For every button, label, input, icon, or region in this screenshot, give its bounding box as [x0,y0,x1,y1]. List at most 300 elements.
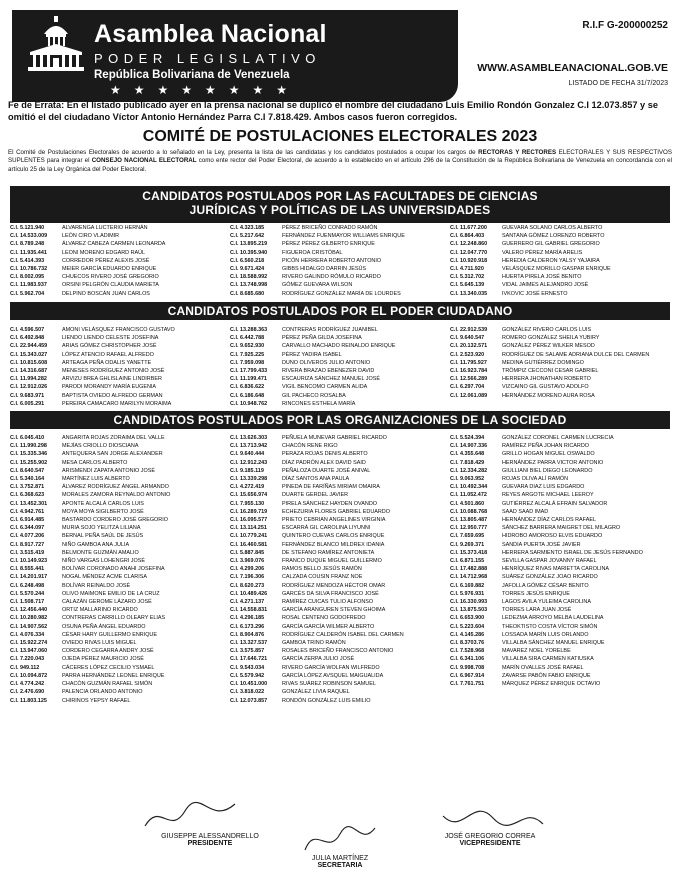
candidate-id: C.I. 5.645.139 [450,282,485,289]
candidate-id: C.I. 7.659.695 [450,533,485,540]
candidate-row [230,623,450,631]
candidate-name: ARTEAGA PEÑA ODALIS YANETTE [62,359,152,366]
candidate-id: C.I. 15.373.418 [450,549,488,556]
candidate-row [10,614,230,622]
candidate-id: C.I. 11.935.441 [10,249,47,256]
candidate-name: RIVERA BRAZAO EBENEZER DAVID [282,368,375,375]
candidate-id: C.I. 10.948.762 [230,400,268,407]
candidate-id: C.I. 22.944.459 [10,343,48,350]
candidate-name: ROMERO GONZÁLEZ SHEILA YUBIRY [502,335,600,342]
candidate-row [450,265,670,273]
candidate-name: CALAZÁN GEROME LÁZARO JOSÉ [62,599,152,606]
candidate-name: PALENCIA ORLANDO ANTONIO [62,689,143,696]
candidate-name: CONTRERAS CARRILLO OLEARY ELIAS [62,615,166,622]
candidate-row [230,614,450,622]
candidate-name: PICÓN HERRERA ROBERTO ANTONIO [282,257,382,264]
signature-vicepresidente: JOSÉ GREGORIO CORREA VICEPRESIDENTE [444,833,536,847]
candidate-row [450,623,670,631]
candidate-name: ROSAL CENTENO GODOFREDO [282,615,366,622]
candidate-row [450,450,670,458]
candidate-name: PRIETO CEBRIAN ANGELINES VIRGINIA [282,517,386,524]
candidate-row [10,639,230,647]
candidate-row [450,524,670,532]
candidate-id: C.I. 2.476.690 [10,689,45,696]
candidate-id: C.I. 1.508.717 [10,599,45,606]
candidate-row [10,442,230,450]
candidate-id: C.I. 16.095.577 [230,517,268,524]
candidate-id: C.I. 4.077.206 [10,533,45,540]
candidate-row [10,664,230,672]
candidate-row [230,483,450,491]
candidate-id: C.I. 4.711.920 [450,266,484,273]
candidate-name: IVKOVIC JOSÉ ERNESTO [502,290,568,297]
candidate-row [230,351,450,359]
candidate-name: PÉREZ YADIRA ISABEL [282,351,342,358]
section-title-universidades: CANDIDATOS POSTULADOS POR LAS FACULTADES DE CIENCIAS JURÍDICAS Y POLÍTICAS DE LAS UNIVERSIDADES [10,186,670,223]
candidate-name: ALVARENGA LUCTERIO HERNÁN [62,225,148,231]
candidate-name: GONZÁLEZ PÉREZ WILKER MESOD [502,343,595,350]
candidate-row [450,224,670,232]
candidate-id: C.I. 12.334.282 [450,467,488,474]
candidate-row [230,672,450,680]
candidate-row [230,516,450,524]
candidate-id: C.I. 6.871.155 [450,558,485,565]
candidate-name: BELMONTE GUZMÁN AMALIO [62,549,139,556]
candidate-row [450,342,670,350]
candidate-id: C.I. 8.620.273 [230,582,265,589]
candidate-column [230,434,450,705]
candidate-name: RINCONES ESTHELA MARÍA [282,400,356,407]
candidate-id: C.I. 12.047.770 [450,249,488,256]
candidate-row [10,367,230,375]
intro-paragraph: El Comité de Postulaciones Electorales de acuerdo a lo señalado en la Ley, presenta la lista de las candidatas y los candidatos postulados a ocupar los cargos de RECTORAS Y RECTORES ELECTORALES Y SUS RESPECTIVOS SUPLENTES para integrar el CONSEJO NACIONAL ELECTORAL como ente rector del Poder Electoral, de acuerdo a lo establecido en el artículo 296 de la Constitución de la República Bolivariana de Venezuela en concordancia con el artículo 25 de la Ley Orgánica del Poder Electoral. [8,149,672,173]
candidate-id: C.I. 13.340.035 [450,290,488,297]
candidate-id: C.I. 10.149.923 [10,558,48,565]
candidate-id: C.I. 16.330.993 [450,599,488,606]
candidate-row [230,442,450,450]
candidate-name: ROJAS OLIVA ALÍ RAMÓN [502,476,569,483]
candidate-name: VALERO PÉREZ MARÍA ARELIS [502,249,583,256]
candidate-row [230,557,450,565]
candidate-name: MEJÍAS CRIOLLO DIOSCIANA [62,443,139,450]
candidate-id: C.I. 13.947.060 [10,648,48,655]
candidate-id: C.I. 13.452.301 [10,500,48,507]
candidate-id: C.I. 17.482.888 [450,566,488,573]
candidate-row [450,383,670,391]
candidate-name: MURIA SOJO YELITZA LILIANA [62,525,141,532]
candidate-id: C.I. 12.950.777 [450,525,488,532]
candidate-id: C.I. 5.414.393 [10,257,45,264]
candidate-id: C.I. 10.088.768 [450,508,488,515]
candidate-name: ROSALES BRICEÑO FRANCISCO ANTONIO [282,648,394,655]
candidate-id: C.I. 5.579.942 [230,672,265,679]
candidate-row [10,224,230,232]
candidate-name: ORTIZ MALLARINO RICARDO [62,607,138,614]
candidate-id: C.I. 4.596.507 [10,327,45,333]
candidate-row [230,598,450,606]
candidate-row [230,565,450,573]
candidate-id: C.I. 9.671.424 [230,266,265,273]
candidate-column [450,326,670,408]
candidate-row [10,565,230,573]
candidate-id: C.I. 6.344.097 [10,525,45,532]
candidate-id: C.I. 10.489.426 [230,590,268,597]
candidate-row [230,224,450,232]
candidate-name: TORRES JESÚS ENRIQUE [502,590,570,597]
candidate-row [10,351,230,359]
candidate-name: REYES ARGOTE MICHAEL LEEROY [502,492,594,499]
star-row: ★★★★★★★★ [110,83,301,97]
candidate-name: CARVALLO MACHADO REINALDO ENRIQUE [282,343,396,350]
candidate-id: C.I. 17.646.721 [230,656,268,663]
candidate-id: C.I. 13.114.251 [230,525,267,532]
candidate-id: C.I. 8.789.248 [10,241,45,248]
candidate-name: HERNÁNDEZ MORENO AURA ROSA [502,392,595,399]
candidate-name: VIGIL BENCOMO CARMEN ALIDA [282,384,368,391]
candidate-name: RODRÍGUEZ MENDOZA HÉCTOR OMAR [282,582,386,589]
candidate-column [10,224,230,298]
candidate-row [450,359,670,367]
candidate-name: GIL PACHECO ROSALBA [282,392,346,399]
candidate-name: CHUECOS RIVERO JOSÉ GREGORIO [62,274,159,281]
candidate-row [230,532,450,540]
candidate-name: MARÍN OVALLES JOSÉ RAFAEL [502,664,584,671]
candidate-row [450,483,670,491]
rif-number: R.I.F G-200000252 [582,20,668,31]
candidate-name: GUEVARA DIAZ LUIS EDGARDO [502,484,585,491]
candidate-id: C.I. 15.343.027 [10,351,48,358]
candidate-id: C.I. 8.640.547 [10,467,45,474]
candidate-row [450,680,670,688]
candidate-name: PARODI MORANDY MARÍA EUGENIA [62,384,157,391]
candidate-id: C.I. 7.925.225 [230,351,265,358]
candidate-name: OVIEDO RIVAS LUIS MIGUEL [62,640,137,647]
candidate-row [10,598,230,606]
candidate-id: C.I. 6.341.106 [450,656,485,663]
candidate-row [230,240,450,248]
candidate-name: DÍAZ SANTOS ANA PAULA [282,476,350,483]
candidate-id: C.I. 16.289.719 [230,508,268,515]
candidate-id: C.I. 6.442.788 [230,335,265,342]
candidate-name: GIULLIANI BIEL DIEGO LEONARDO [502,467,593,474]
candidate-id: C.I. 12.061.089 [450,392,488,399]
candidate-row [230,281,450,289]
candidate-row [230,606,450,614]
candidate-id: C.I. 11.677.200 [450,225,487,231]
candidate-id: C.I. 17.799.433 [230,368,268,375]
candidate-name: HEREDIA CALDERON YALSY YAJAIRA [502,257,600,264]
candidate-column [10,326,230,408]
candidate-name: HERRERA SARMIENTO ISRAEL DE JESÚS FERNANDO [502,549,643,556]
candidate-name: RIVERO GARCÍA WOLFAN WILFREDO [282,664,380,671]
candidate-id: C.I. 4.296.185 [230,615,265,622]
candidate-id: C.I. 11.994.282 [10,376,47,383]
candidate-row [230,290,450,298]
candidate-row [230,688,450,696]
candidate-name: THEOKTISTO COSTA VÍCTOR SIMÓN [502,623,598,630]
candidate-row [230,508,450,516]
section-list-universidades [10,224,670,298]
candidate-name: CÁCERES LÓPEZ CECILIO YSMAEL [62,664,155,671]
candidate-name: RAMOS BELLO JESÚS RAMÓN [282,566,362,573]
candidate-id: C.I. 4.323.185 [230,225,265,231]
candidate-id: C.I. 9.063.952 [450,476,485,483]
candidate-row [230,549,450,557]
candidate-id: C.I. 8.002.095 [10,274,45,281]
candidate-id: C.I. 11.795.927 [450,359,487,366]
candidate-id: C.I. 5.524.394 [450,435,485,441]
candidate-id: C.I. 7.959.098 [230,359,265,366]
candidate-row [450,664,670,672]
candidate-name: GAMBOA TRINO RAMÓN [282,640,346,647]
candidate-name: CALZADA COUSIN FRANZ NOE [282,574,363,581]
candidate-id: C.I. 11.199.471 [230,376,267,383]
candidate-name: VIZCAINO GIL GUSTAVO ADOLFO [502,384,589,391]
candidate-row [230,326,450,334]
candidate-id: C.I. 10.779.241 [230,533,268,540]
candidate-name: RIVAS SUÁREZ ROBINSON SAMUEL [282,681,376,688]
candidate-row [230,491,450,499]
candidate-name: MEIER GARCÍA EDUARDO ENRIQUE [62,266,157,273]
candidate-id: C.I. 13.748.998 [230,282,268,289]
candidate-name: ESCAURIZA SÁNCHEZ MANUEL JOSÉ [282,376,380,383]
candidate-id: C.I. 14.316.687 [10,368,48,375]
candidate-name: HENRÍQUEZ RIVAS MARIETTA CAROLINA [502,566,610,573]
org-country: República Bolivariana de Venezuela [94,69,290,81]
candidate-row [10,623,230,631]
candidate-name: LEDEZMA ARROYO MELBA LAUDELINA [502,615,604,622]
candidate-row [450,647,670,655]
candidate-name: CHACÓN RENE RIGO [282,443,338,450]
candidate-name: MENESES RODRÍGUEZ ANTONIO JOSÉ [62,368,165,375]
candidate-id: C.I. 11.052.472 [450,492,487,499]
candidate-row [10,557,230,565]
candidate-row [230,400,450,408]
candidate-row [230,467,450,475]
candidate-name: GONZÁLEZ LIVIA RAQUEL [282,689,350,696]
signature-secretaria: JULIA MARTÍNEZ SECRETARIA [311,855,369,869]
candidate-row [10,392,230,400]
candidate-id: C.I. 12.912.026 [10,384,48,391]
candidate-row [230,475,450,483]
candidate-name: PÉREZ PÉREZ GILBERTO ENRIQUE [282,241,375,248]
signature-scribble-secretaria [300,822,380,858]
candidate-id: C.I. 15.255.902 [10,459,48,466]
candidate-id: C.I. 8.917.727 [10,541,45,548]
candidate-name: GUEVARA SOLANO CARLOS ALBERTO [502,225,603,231]
candidate-name: HIDROBO AMOROSO ELVIS EDUARDO [502,533,603,540]
candidate-row [450,392,670,400]
candidate-id: C.I. 18.588.992 [230,274,268,281]
candidate-name: GARCÍA LÓPEZ AVSQUEL MAIGUALIDA [282,672,384,679]
candidate-row [230,450,450,458]
candidate-row [450,273,670,281]
candidate-row [450,541,670,549]
candidate-row [10,672,230,680]
candidate-name: FIGUEROA CRISTÓBAL [282,249,343,256]
candidate-row [10,257,230,265]
section-title-poder-ciudadano: CANDIDATOS POSTULADOS POR EL PODER CIUDADANO [10,302,670,320]
section-list-organizaciones [10,434,670,705]
candidate-row [450,557,670,565]
candidate-row [450,614,670,622]
candidate-id: C.I. 16.460.581 [230,541,268,548]
candidate-row [10,434,230,442]
candidate-row [450,375,670,383]
candidate-id: C.I. 14.533.009 [10,233,48,240]
candidate-id: C.I. 13.875.503 [450,607,488,614]
candidate-row [230,524,450,532]
candidate-row [10,383,230,391]
candidate-row [450,631,670,639]
candidate-id: C.I. 15.656.974 [230,492,268,499]
candidate-row [450,491,670,499]
candidate-id: C.I. 22.912.539 [450,327,488,333]
candidate-name: SUÁREZ GONZÁLEZ JOAO RICARDO [502,574,598,581]
candidate-row [450,590,670,598]
candidate-row [450,232,670,240]
candidate-column [10,434,230,705]
candidate-name: PEÑALOZA DUARTE JOSÉ ANIVAL [282,467,371,474]
candidate-row [450,532,670,540]
candidate-id: C.I. 4.355.648 [450,451,485,458]
candidate-name: VIDAL JAIMES ALEJANDRO JOSÉ [502,282,589,289]
candidate-name: VILLALBA SÁNCHEZ MANUEL ENRIQUE [502,640,605,647]
candidate-name: ESCARRÁ GIL CAROLINA LIYUNNI [282,525,371,532]
candidate-row [230,257,450,265]
candidate-id: C.I. 8.685.680 [230,290,265,297]
candidate-row [10,459,230,467]
candidate-row [10,541,230,549]
candidate-id: C.I. 11.983.937 [10,282,47,289]
candidate-row [230,383,450,391]
candidate-row [10,508,230,516]
candidate-row [450,655,670,663]
candidate-name: ANTEQUERA SAN JORGE ALEXANDER [62,451,163,458]
candidate-name: SEVILLA GASPAR JOVANNY RAFAEL [502,558,597,565]
page-header [0,0,680,96]
candidate-id: C.I. 6.914.485 [10,517,45,524]
candidate-name: CONTRERAS RODRÍGUEZ JUANIBEL [282,327,378,333]
candidate-name: PINEDA DE FARÍÑAS MIRIAM OMAIRA [282,484,380,491]
candidate-id: C.I. 9.269.371 [450,541,485,548]
candidate-id: C.I. 3.818.022 [230,689,265,696]
candidate-name: DUARTE GERDEL JAVIER [282,492,349,499]
candidate-row [450,639,670,647]
candidate-row [10,273,230,281]
signature-scribble-vicepresidente [438,796,548,836]
capitol-building-icon [24,14,88,74]
candidate-row [230,434,450,442]
candidate-row [450,467,670,475]
candidate-row [230,249,450,257]
candidate-name: BAPTISTA OVIEDO ALFREDO GERMAN [62,392,163,399]
candidate-id: C.I. 949.112 [10,664,40,671]
candidate-id: C.I. 13.805.487 [450,517,488,524]
candidate-id: C.I. 10.395.940 [230,249,268,256]
candidate-name: SANTANA GÓMEZ LORENZO ROBERTO [502,233,605,240]
candidate-column [230,326,450,408]
candidate-id: C.I. 6.186.648 [230,392,265,399]
candidate-id: C.I. 6.864.403 [450,233,485,240]
candidate-id: C.I. 3.752.871 [10,484,45,491]
candidate-id: C.I. 12.566.289 [450,376,488,383]
candidate-name: GARCÍA ZERPA JULIO JOSÉ [282,656,355,663]
candidate-row [10,549,230,557]
candidate-id: C.I. 7.955.130 [230,500,265,507]
candidate-id: C.I. 13.288.363 [230,327,268,333]
candidate-name: SAAD SAAD IMAD [502,508,549,515]
candidate-name: FRANCO DUQUE MIGUEL GUILLERMO [282,558,382,565]
candidate-row [230,334,450,342]
candidate-name: NOGAL MÉNDEZ ACME CLARISA [62,574,148,581]
candidate-id: C.I. 14.907.562 [10,623,48,630]
candidate-id: C.I. 4.299.206 [230,566,265,573]
candidate-row [230,697,450,705]
candidate-name: BOLÍVAR REINALDO JOSÉ [62,582,131,589]
candidate-name: RIVERO GALINDO RÓMULO RICARDO [282,274,381,281]
candidate-name: FERNÁNDEZ BLANCO MILDREX IDANIA [282,541,385,548]
candidate-name: TRÖMPIZ CECCONI CESAR GABRIEL [502,368,599,375]
candidate-name: CÉSAR HARY GUILLERMO ENRIQUE [62,631,157,638]
candidate-name: DELPINO BOSCÁN JUAN CARLOS [62,290,150,297]
candidate-id: C.I. 15.922.274 [10,640,48,647]
candidate-id: C.I. 3.575.857 [230,648,265,655]
candidate-row [450,672,670,680]
candidate-row [10,232,230,240]
candidate-id: C.I. 14.201.917 [10,574,48,581]
candidate-row [10,680,230,688]
candidate-name: PERAZA ROJAS DENIS ALBERTO [282,451,368,458]
candidate-row [10,467,230,475]
candidate-id: C.I. 4.271.137 [230,599,265,606]
candidate-id: C.I. 6.169.882 [450,582,485,589]
candidate-name: GARCÉS DA SILVA FRANCISCO JOSÉ [282,590,379,597]
candidate-name: HUERTA PIRELA JOSÉ BENITO [502,274,582,281]
candidate-id: C.I. 7.818.429 [450,459,485,466]
candidate-name: MÁRQUEZ PÉREZ ENRIQUE OCTAVIO [502,681,601,688]
candidate-id: C.I. 12.073.857 [230,697,268,704]
candidate-row [230,582,450,590]
candidate-id: C.I. 9.640.444 [230,451,265,458]
candidate-name: RODRÍGUEZ DE SALAME ADRIANA DULCE DEL CARMEN [502,351,650,358]
candidate-name: NIÑO GAMBOA ANA JULIA [62,541,130,548]
candidate-id: C.I. 6.653.900 [450,615,485,622]
candidate-name: ANGARITA ROJAS ZORAIMA DEL VALLE [62,435,165,441]
candidate-name: PEREIRA CAMACARO MARILYN MORAIMA [62,400,172,407]
candidate-row [450,606,670,614]
candidate-name: MORALES ZAMORA REYNALDO ANTONIO [62,492,171,499]
candidate-name: GUERRERO GIL GABRIEL GREGORIO [502,241,600,248]
candidate-id: C.I. 9.683.971 [10,392,45,399]
candidate-id: C.I. 7.196.306 [230,574,265,581]
candidate-name: OLIVO MAIMONE EMILIO DE LA CRUZ [62,590,160,597]
candidate-id: C.I. 7.761.751 [450,681,485,688]
candidate-row [450,565,670,573]
candidate-name: CORREDOR PÉREZ ALEXIS JOSÉ [62,257,150,264]
candidate-row [10,342,230,350]
candidate-row [10,450,230,458]
candidate-row [10,590,230,598]
candidate-name: PEÑUELA MUNEVAR GABRIEL RICARDO [282,435,387,441]
candidate-row [450,249,670,257]
candidate-id: C.I. 4.076.334 [10,631,45,638]
candidate-name: LEONI MORENO EDGARD RAÚL [62,249,146,256]
candidate-row [450,573,670,581]
candidate-id: C.I. 8.904.876 [230,631,265,638]
candidate-row [450,281,670,289]
candidate-row [230,631,450,639]
